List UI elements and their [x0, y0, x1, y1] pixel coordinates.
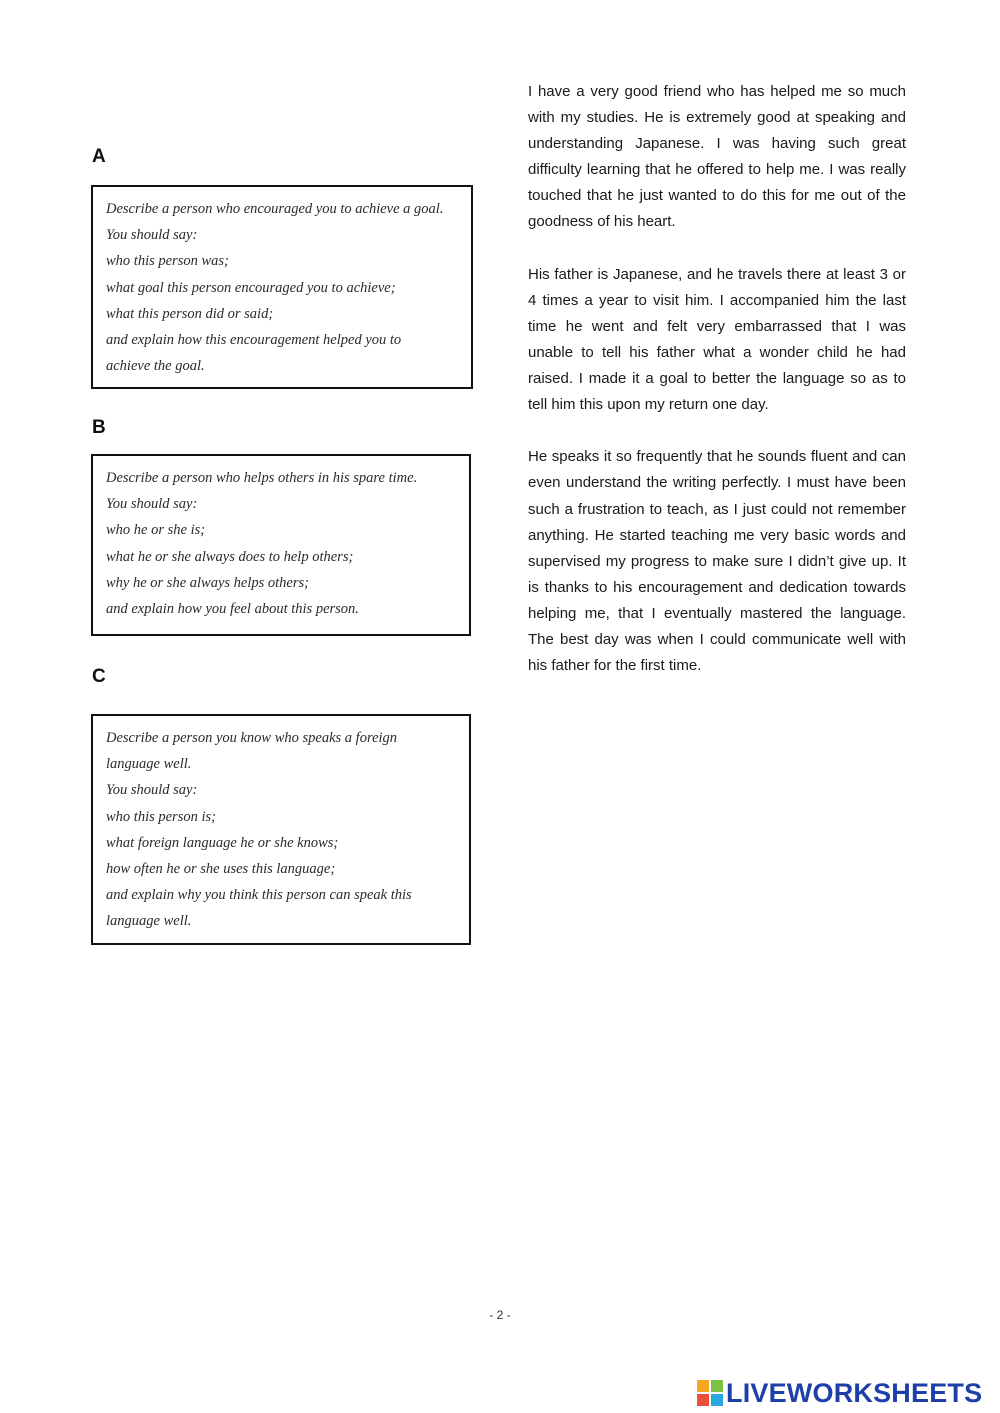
cue-card-line: who this person is; [106, 808, 216, 825]
logo-tile [697, 1380, 709, 1392]
cue-card-line: and explain why you think this person can speak this [106, 887, 412, 904]
section-c-label: C [92, 666, 106, 687]
logo-tile [711, 1380, 723, 1392]
cue-card-line: language well. [106, 913, 192, 930]
cue-card-line: and explain how this encouragement helped you to [106, 332, 402, 349]
logo-tile [697, 1394, 709, 1406]
cue-card-line: what goal this person encouraged you to achieve; [106, 279, 396, 296]
cue-card-line: Describe a person who encouraged you to achieve a goal. [106, 201, 444, 217]
cue-card-line: language well. [106, 756, 192, 773]
cue-card-line: what this person did or said; [106, 305, 274, 322]
liveworksheets-logo[interactable] [697, 1378, 982, 1408]
cue-card-c [91, 714, 471, 945]
cue-card-line: You should say: [106, 227, 198, 244]
cue-card-line: achieve the goal. [106, 358, 205, 375]
cue-card-line: how often he or she uses this language; [106, 861, 336, 878]
cue-card-line: what foreign language he or she knows; [106, 834, 339, 851]
logo-wordmark: LIVEWORKSHEETS [726, 1377, 983, 1408]
cue-card-line: You should say: [106, 782, 198, 799]
cue-card-line: why he or she always helps others; [106, 574, 309, 591]
logo-tiles-icon [697, 1380, 723, 1406]
cue-card-a [91, 185, 473, 389]
logo-tile [711, 1394, 723, 1406]
passage-paragraph: He speaks it so frequently that he sounds fluent and can even understand the writing perfectly. I must have been such a frustration to teach, as I just could not remember anything. He started teaching me very basic words and supervised my progress to make sure I didn’t give up. It is thanks to his encouragement and dedication towards helping me, that I eventually mastered the language. The best day was when I could communicate well with his father for the first time. [528, 448, 906, 675]
cue-card-line: Describe a person who helps others in his spare time. [106, 470, 418, 486]
cue-card-line: Describe a person you know who speaks a foreign [106, 730, 398, 746]
cue-card-b [91, 454, 471, 636]
cue-card-line: and explain how you feel about this person. [106, 601, 359, 618]
section-a-label: A [92, 146, 106, 167]
passage-paragraph: I have a very good friend who has helped me so much with my studies. He is extremely good at speaking and understanding Japanese. I was having such great difficulty learning that he offered to help me. I was really touched that he just wanted to do this for me out of the goodness of his heart. [528, 83, 906, 231]
sample-answer-passage [528, 79, 906, 705]
cue-card-line: You should say: [106, 496, 198, 513]
page-number: - 2 - [489, 1308, 511, 1322]
cue-card-line: what he or she always does to help others; [106, 548, 354, 565]
cue-card-line: who this person was; [106, 253, 229, 270]
section-b-label: B [92, 417, 106, 438]
cue-card-line: who he or she is; [106, 522, 206, 539]
passage-paragraph: His father is Japanese, and he travels there at least 3 or 4 times a year to visit him. I accompanied him the last time he went and felt very embarrassed that I was unable to tell his father what a wonder child he had raised. I made it a goal to better the language so as to tell him this upon my return one day. [528, 265, 906, 414]
